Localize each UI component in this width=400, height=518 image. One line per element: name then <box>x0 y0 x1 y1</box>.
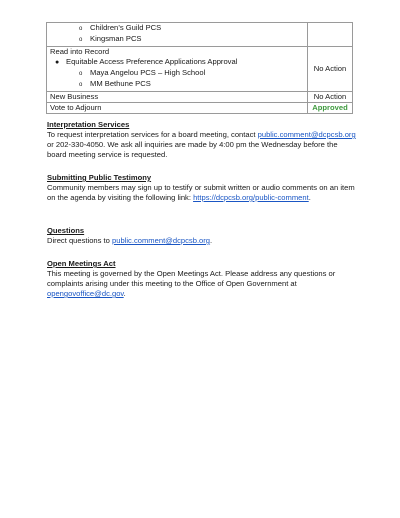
list-item <box>50 68 304 79</box>
agenda-table <box>46 22 353 114</box>
list-item-text: Equitable Access Preference Applications Approval <box>66 56 238 66</box>
table-row <box>47 23 353 47</box>
disc-bullet-icon: ● <box>55 58 60 66</box>
list-item-text: Kingsman PCS <box>90 34 142 44</box>
email-link[interactable]: public.comment@dcpcsb.org <box>257 130 356 139</box>
open-meetings-heading: Open Meetings Act <box>47 259 116 268</box>
public-comment-link[interactable]: https://dcpcsb.org/public-comment <box>193 193 309 202</box>
table-row <box>47 103 353 114</box>
circle-bullet-icon: o <box>79 82 83 89</box>
list-item <box>50 34 304 45</box>
questions-section <box>47 226 357 246</box>
list-item <box>50 79 304 90</box>
circle-bullet-icon: o <box>79 37 83 44</box>
testimony-section <box>47 173 357 203</box>
list-item-text: Children’s Guild PCS <box>90 23 162 32</box>
row-title: Vote to Adjourn <box>47 103 308 114</box>
email-link[interactable]: public.comment@dcpcsb.org <box>112 236 211 245</box>
open-meetings-text: This meeting is governed by the Open Meetings Act. Please address any questions or complaints arising under this meeting to the Office of Open Government at opengovoffice@dc.gov. <box>47 269 336 298</box>
list-item <box>50 57 304 68</box>
action-cell: No Action <box>308 46 353 91</box>
list-item-text: Maya Angelou PCS – High School <box>90 68 206 78</box>
email-link[interactable]: opengovoffice@dc.gov <box>47 289 124 298</box>
interpretation-text: To request interpretation services for a board meeting, contact public.comment@dcpcsb.org or 202-330-4050. We ask all inquiries are made by 4:00 pm the Wednesday before the board meeting service is requested. <box>47 130 356 159</box>
list-item <box>50 23 304 34</box>
status-approved: Approved <box>308 103 353 114</box>
interpretation-heading: Interpretation Services <box>47 120 130 129</box>
open-meetings-section <box>47 259 357 299</box>
table-row <box>47 91 353 102</box>
table-row <box>47 46 353 91</box>
agenda-cell <box>47 46 308 91</box>
action-cell <box>308 23 353 47</box>
list-item-text: MM Bethune PCS <box>90 79 151 89</box>
row-title: New Business <box>47 91 308 102</box>
testimony-heading: Submitting Public Testimony <box>47 173 152 182</box>
interpretation-section <box>47 120 357 160</box>
questions-text: Direct questions to public.comment@dcpcsb.org. <box>47 236 213 245</box>
action-cell: No Action <box>308 91 353 102</box>
circle-bullet-icon: o <box>79 26 83 32</box>
agenda-cell <box>47 23 308 47</box>
questions-heading: Questions <box>47 226 85 235</box>
circle-bullet-icon: o <box>79 71 83 78</box>
testimony-text: Community members may sign up to testify or submit written or audio comments on an item on the agenda by visiting the following link: https://dcpcsb.org/public-comment. <box>47 183 355 202</box>
row-title: Read into Record <box>50 46 110 56</box>
